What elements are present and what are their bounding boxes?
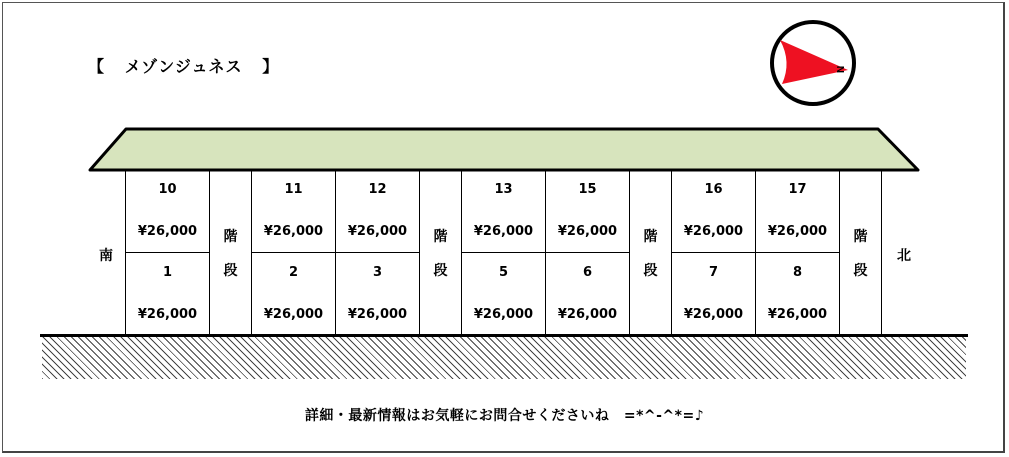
unit-rent: ¥26,000 <box>263 307 324 322</box>
staircase-3 <box>630 170 672 334</box>
unit-number: 2 <box>288 265 299 280</box>
unit-rent: ¥26,000 <box>683 224 744 239</box>
compass-icon <box>768 18 858 108</box>
unit-number: 16 <box>704 182 723 197</box>
stair-label-char: 段 <box>433 263 448 279</box>
unit-rent: ¥26,000 <box>767 307 828 322</box>
unit-rent: ¥26,000 <box>137 307 198 322</box>
ground-hatch <box>42 337 966 379</box>
unit-number: 11 <box>284 182 303 197</box>
footer-message: 詳細・最新情報はお気軽にお問合せくださいね =*^-^*=♪ <box>304 408 705 424</box>
unit-1[interactable] <box>126 253 210 334</box>
compass-north-label: N <box>836 65 847 73</box>
unit-6[interactable] <box>546 253 630 334</box>
unit-11[interactable] <box>252 170 336 253</box>
unit-number: 6 <box>582 265 593 280</box>
stair-label-char: 階 <box>223 229 238 245</box>
unit-number: 1 <box>162 265 173 280</box>
unit-16[interactable] <box>672 170 756 253</box>
stair-label-char: 段 <box>643 263 658 279</box>
unit-15[interactable] <box>546 170 630 253</box>
unit-rent: ¥26,000 <box>473 224 534 239</box>
stair-label-char: 階 <box>643 229 658 245</box>
unit-number: 13 <box>494 182 513 197</box>
roof <box>88 126 920 172</box>
unit-3[interactable] <box>336 253 420 334</box>
unit-rent: ¥26,000 <box>557 307 618 322</box>
unit-13[interactable] <box>462 170 546 253</box>
unit-number: 7 <box>708 265 719 280</box>
stair-label-char: 段 <box>853 263 868 279</box>
unit-rent: ¥26,000 <box>767 224 828 239</box>
unit-17[interactable] <box>756 170 840 253</box>
unit-number: 8 <box>792 265 803 280</box>
unit-number: 10 <box>158 182 177 197</box>
unit-rent: ¥26,000 <box>347 224 408 239</box>
unit-7[interactable] <box>672 253 756 334</box>
south-label: 南 <box>99 248 113 264</box>
unit-number: 5 <box>498 265 509 280</box>
staircase-1 <box>210 170 252 334</box>
stair-label-char: 階 <box>853 229 868 245</box>
unit-5[interactable] <box>462 253 546 334</box>
unit-rent: ¥26,000 <box>683 307 744 322</box>
unit-8[interactable] <box>756 253 840 334</box>
unit-2[interactable] <box>252 253 336 334</box>
building-title: 【 メゾンジュネス 】 <box>88 57 280 76</box>
stair-label-char: 段 <box>223 263 238 279</box>
unit-rent: ¥26,000 <box>473 307 534 322</box>
unit-12[interactable] <box>336 170 420 253</box>
unit-number: 17 <box>788 182 807 197</box>
unit-number: 3 <box>372 265 383 280</box>
unit-number: 15 <box>578 182 597 197</box>
unit-rent: ¥26,000 <box>263 224 324 239</box>
stair-label-char: 階 <box>433 229 448 245</box>
unit-rent: ¥26,000 <box>557 224 618 239</box>
unit-number: 12 <box>368 182 387 197</box>
staircase-4 <box>840 170 882 334</box>
unit-rent: ¥26,000 <box>137 224 198 239</box>
staircase-2 <box>420 170 462 334</box>
unit-rent: ¥26,000 <box>347 307 408 322</box>
north-label: 北 <box>897 248 911 264</box>
unit-10[interactable] <box>126 170 210 253</box>
